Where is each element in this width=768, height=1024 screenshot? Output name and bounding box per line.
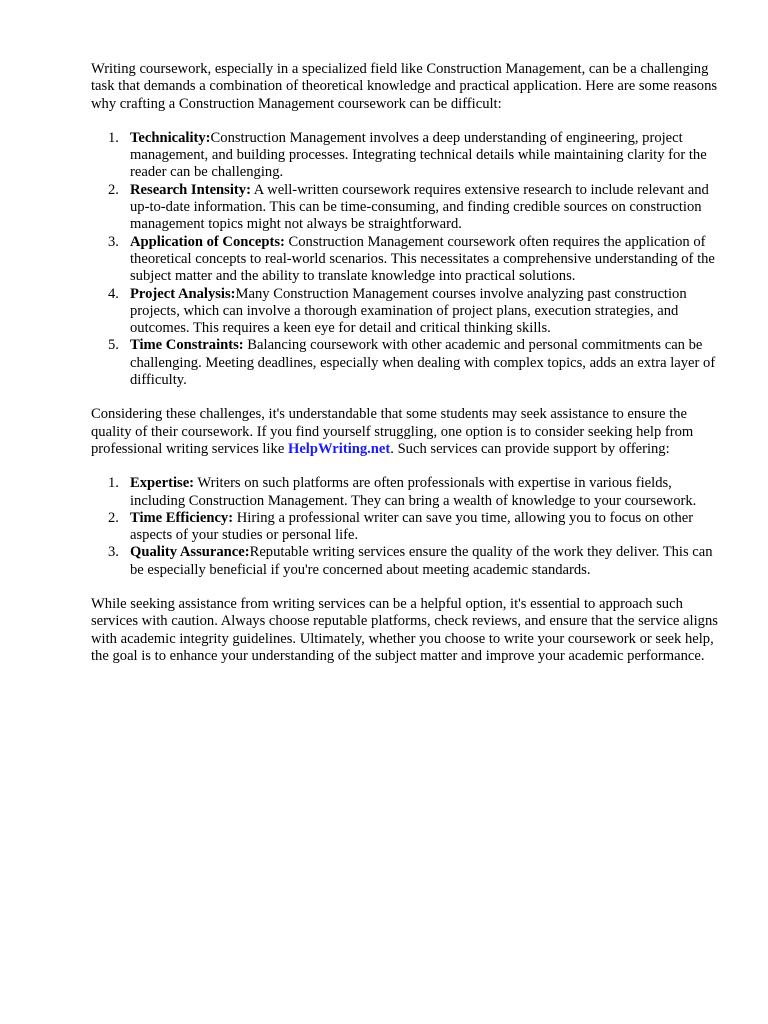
item-text: Construction Management involves a deep understanding of engineering, project management, and building processes. Integrating technical details while maintaining clarity for the reader can be challenging. <box>130 129 707 181</box>
item-text: Writers on such platforms are often professionals with expertise in various fields, including Construction Management. They can bring a wealth of knowledge to your coursework. <box>130 475 697 509</box>
item-text: Construction Management coursework often requires the application of theoretical concepts to real-world scenarios. This necessitates a comprehensive understanding of the subject matter and the ability to translate knowledge into practical solutions. <box>130 233 715 285</box>
closing-paragraph: While seeking assistance from writing services can be a helpful option, it's essential to approach such services with caution. Always choose reputable platforms, check reviews, and ensure that the service aligns with academic integrity guidelines. Ultimately, whether you choose to write your coursework or seek help, the goal is to enhance your understanding of the subject matter and improve your academic performance. <box>91 596 718 664</box>
item-title: Time Constraints: <box>130 337 244 354</box>
item-text: Many Construction Management courses involve analyzing past construction projects, which can involve a thorough examination of project plans, execution strategies, and outcomes. This requires a keen eye for detail and critical thinking skills. <box>130 285 687 337</box>
list-number: 2. <box>108 181 119 198</box>
list-item <box>91 475 721 510</box>
list-number: 3. <box>108 544 119 561</box>
item-text: A well-written coursework requires extensive research to include relevant and up-to-date information. This can be time-consuming, and finding credible sources on construction management topics might not always be straightforward. <box>130 181 709 233</box>
list-item <box>91 182 721 234</box>
list-item <box>91 286 721 338</box>
list-number: 2. <box>108 509 119 526</box>
intro-paragraph: Writing coursework, especially in a specialized field like Construction Management, can be a challenging task that demands a combination of theoretical knowledge and practical application. Here are some reasons why crafting a Construction Management coursework can be difficult: <box>91 61 718 112</box>
item-title: Time Efficiency: <box>130 509 234 526</box>
considering-text-after: . Such services can provide support by offering: <box>390 440 670 457</box>
list-number: 5. <box>108 337 119 354</box>
item-text: Balancing coursework with other academic and personal commitments can be challenging. Meeting deadlines, especially when dealing with complex topics, adds an extra layer of difficulty. <box>130 337 716 389</box>
list-item <box>91 130 721 182</box>
item-title: Project Analysis: <box>130 285 236 302</box>
item-title: Application of Concepts: <box>130 233 285 250</box>
item-title: Expertise: <box>130 475 195 492</box>
list-item <box>91 544 721 579</box>
item-text: Reputable writing services ensure the quality of the work they deliver. This can be especially beneficial if you're concerned about meeting academic standards. <box>130 544 713 578</box>
offerings-list <box>91 475 721 579</box>
list-number: 1. <box>108 475 119 492</box>
list-item <box>91 234 721 286</box>
item-title: Quality Assurance: <box>130 544 250 561</box>
helpwriting-link[interactable]: HelpWriting.net <box>287 440 391 457</box>
list-item <box>91 510 721 545</box>
document-body <box>91 61 721 665</box>
item-title: Technicality: <box>130 129 211 146</box>
considering-text-before: Considering these challenges, it's understandable that some students may seek assistance to ensure the quality of their coursework. If you find yourself struggling, one option is to consider seeking help from professional writing services like <box>91 406 694 457</box>
list-item <box>91 337 721 389</box>
item-title: Research Intensity: <box>130 181 251 198</box>
list-number: 3. <box>108 233 119 250</box>
reasons-list <box>91 130 721 389</box>
considering-paragraph <box>91 406 721 458</box>
list-number: 1. <box>108 129 119 146</box>
list-number: 4. <box>108 285 119 302</box>
item-text: Hiring a professional writer can save you time, allowing you to focus on other aspects of your studies or personal life. <box>130 509 694 544</box>
